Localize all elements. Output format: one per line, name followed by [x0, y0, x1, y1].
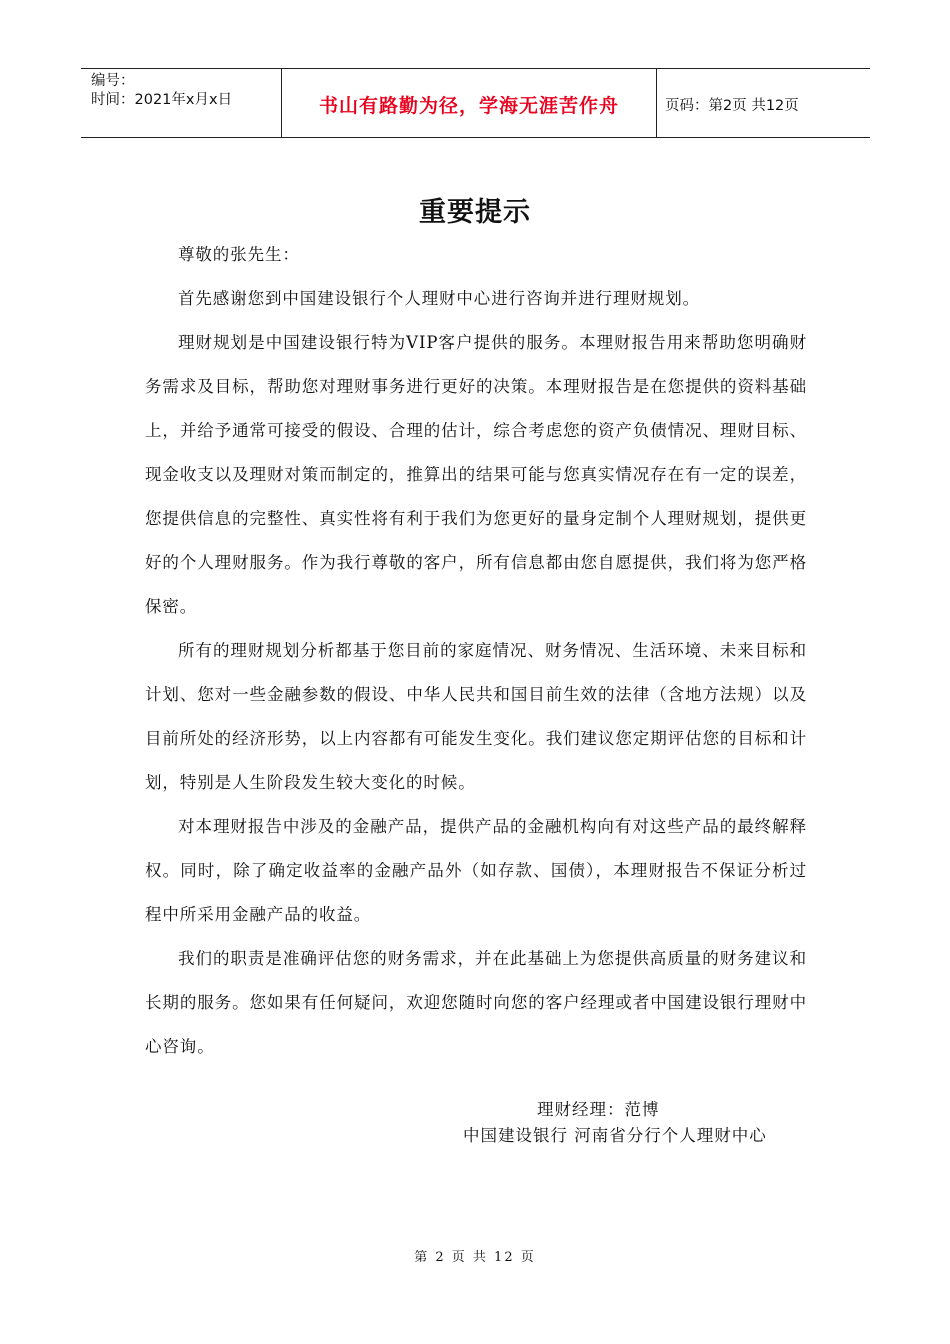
header-meta	[81, 69, 281, 137]
header-page-info: 页码：第2页 共12页	[665, 97, 799, 114]
paragraph-intro: 首先感谢您到中国建设银行个人理财中心进行咨询并进行理财规划。	[178, 289, 700, 308]
page-footer: 第 2 页 共 12 页	[414, 1250, 536, 1265]
document-title: 重要提示	[419, 197, 531, 228]
paragraph-service: 理财规划是中国建设银行特为VIP客户提供的服务。本理财报告用来帮助您明确财务需求及目标，帮助您对理财事务进行更好的决策。本理财报告是在您提供的资料基础上，并给予通常可接受的假设、合理的估计，综合考虑您的资产负债情况、理财目标、现金收支以及理财对策而制定的，推算出的结果可能与您真实情况存在有一定的误差，您提供信息的完整性、真实性将有利于我们为您更好的量身定制个人理财规划，提供更好的个人理财服务。作为我行尊敬的客户，所有信息都由您自愿提供，我们将为您严格保密。	[145, 333, 807, 616]
header-date: 时间：2021年x月x日	[91, 92, 233, 108]
header-number-label: 编号：	[91, 73, 135, 89]
document-body	[145, 233, 807, 1069]
greeting: 尊敬的张先生：	[178, 245, 300, 264]
header-motto: 书山有路勤为径，学海无涯苦作舟	[281, 69, 657, 137]
paragraph-responsibility: 我们的职责是准确评估您的财务需求，并在此基础上为您提供高质量的财务建议和长期的服务。您如果有任何疑问，欢迎您随时向您的客户经理或者中国建设银行理财中心咨询。	[145, 949, 807, 1056]
paragraph-analysis-basis: 所有的理财规划分析都基于您目前的家庭情况、财务情况、生活环境、未来目标和计划、您对一些金融参数的假设、中华人民共和国目前生效的法律（含地方法规）以及目前所处的经济形势，以上内容都有可能发生变化。我们建议您定期评估您的目标和计划，特别是人生阶段发生较大变化的时候。	[145, 641, 807, 792]
signature-manager: 理财经理：范博	[537, 1100, 660, 1119]
page-header	[81, 68, 870, 138]
signature-organization: 中国建设银行 河南省分行个人理财中心	[463, 1126, 767, 1145]
paragraph-products: 对本理财报告中涉及的金融产品，提供产品的金融机构向有对这些产品的最终解释权。同时，除了确定收益率的金融产品外（如存款、国债），本理财报告不保证分析过程中所采用金融产品的收益。	[145, 817, 807, 924]
